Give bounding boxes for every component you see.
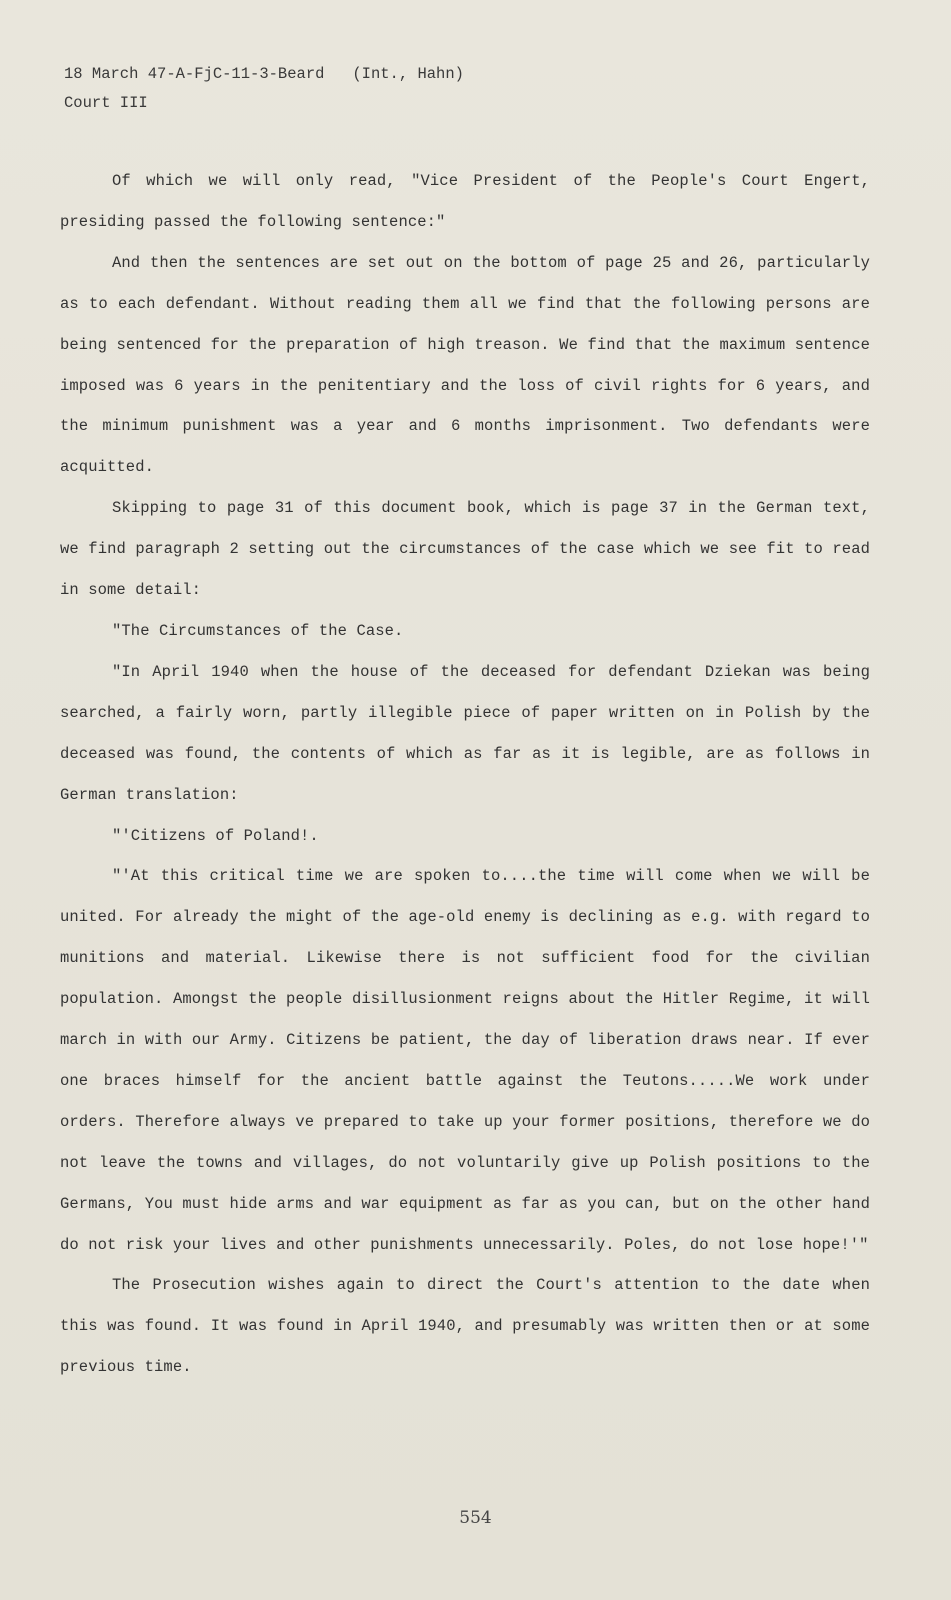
paragraph-circumstances-heading: "The Circumstances of the Case.	[112, 621, 404, 640]
document-header	[64, 60, 464, 118]
page-number: 554	[459, 1508, 492, 1528]
paragraph-sentences: And then the sentences are set out on the bottom of page 25 and 26, particularly as to each defendant. Without reading them all we find that the following persons are being sentenced for the preparation of high treason. We find that the maximum sentence imposed was 6 years in the penitentiary and the loss of civil rights for 6 years, and the minimum punishment was a year and 6 months imprisonment. Two defendants were acquitted.	[60, 253, 870, 477]
paragraph-prosecution: The Prosecution wishes again to direct the Court's attention to the date when this was found. It was found in April 1940, and presumably was written then or at some previous time.	[60, 1276, 870, 1377]
header-court: Court III	[64, 94, 148, 112]
paragraph-leaflet: "'At this critical time we are spoken to....the time will come when we will be united. For already the might of the age-old enemy is declining as e.g. with regard to munitions and material. Likewise there is not sufficient food for the civilian population. Amongst the people disillusionment reigns about the Hitler Regime, it will march in with our Army. Citizens be patient, the day of liberation draws near. If ever one braces himself for the ancient battle against the Teutons.....We work under orders. Therefore always ve prepared to take up your former positions, therefore we do not leave the towns and villages, do not voluntarily give up Polish positions to the Germans, You must hide arms and war equipment as far as you can, but on the other hand do not risk your lives and other punishments unnecessarily. Poles, do not lose hope!'"	[60, 867, 870, 1254]
paragraph-search: "In April 1940 when the house of the deceased for defendant Dziekan was being searched, a fairly worn, partly illegible piece of paper written on in Polish by the deceased was found, the contents of which as far as it is legible, are as follows in German translation:	[60, 662, 870, 804]
paragraph-citizens: "'Citizens of Poland!.	[112, 826, 319, 845]
document-body	[60, 161, 870, 1388]
paragraph-sentence-intro: Of which we will only read, "Vice President of the People's Court Engert, presiding passed the following sentence:"	[60, 172, 870, 231]
paragraph-skipping: Skipping to page 31 of this document book, which is page 37 in the German text, we find paragraph 2 setting out the circumstances of the case which we see fit to read in some detail:	[60, 499, 870, 600]
header-reference: 18 March 47-A-FjC-11-3-Beard (Int., Hahn)	[64, 65, 464, 83]
